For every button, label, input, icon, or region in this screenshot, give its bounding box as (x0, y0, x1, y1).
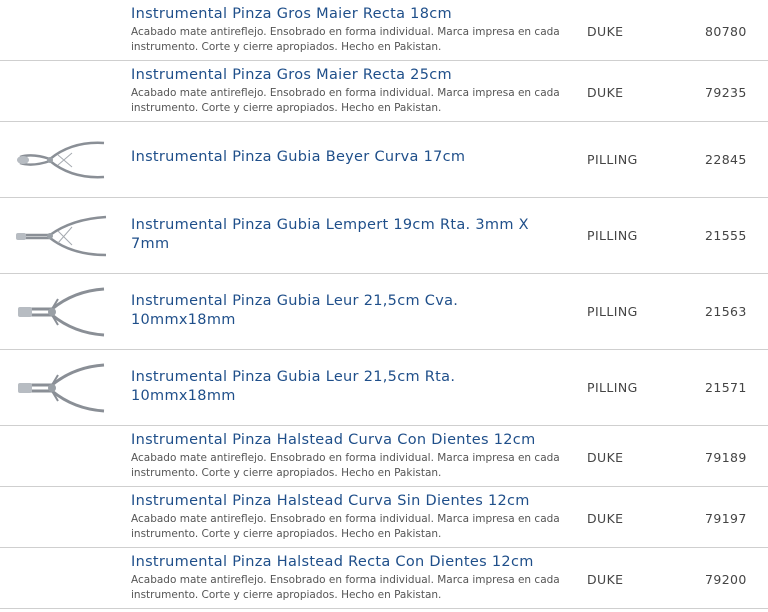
product-title-link[interactable]: Instrumental Pinza Gros Maier Recta 25cm (131, 67, 452, 83)
product-info (131, 431, 561, 481)
product-title-link[interactable]: Instrumental Pinza Halstead Curva Con Dientes 12cm (131, 432, 536, 448)
product-info (131, 368, 561, 406)
product-description: Acabado mate antireflejo. Ensobrado en forma individual. Marca impresa en cada instrumento. Corte y cierre apropiados. Hecho en Pakistan. (131, 513, 560, 540)
product-info (131, 148, 561, 167)
product-brand: DUKE (587, 450, 624, 465)
rongeur-curved-image[interactable] (10, 128, 110, 190)
product-code: 80780 (705, 24, 747, 39)
product-row[interactable] (0, 548, 768, 609)
product-row[interactable] (0, 61, 768, 122)
product-code: 21571 (705, 380, 747, 395)
product-row[interactable] (0, 274, 768, 350)
product-info (131, 553, 561, 603)
product-code: 22845 (705, 152, 747, 167)
product-title-link[interactable]: Instrumental Pinza Halstead Curva Sin Dientes 12cm (131, 493, 530, 509)
product-brand: PILLING (587, 228, 638, 243)
product-info (131, 292, 561, 330)
product-brand: DUKE (587, 572, 624, 587)
product-row[interactable] (0, 122, 768, 198)
product-description: Acabado mate antireflejo. Ensobrado en forma individual. Marca impresa en cada instrumento. Corte y cierre apropiados. Hecho en Pakistan. (131, 87, 560, 114)
product-brand: DUKE (587, 511, 624, 526)
product-info (131, 216, 561, 254)
product-info (131, 5, 561, 55)
product-title-link[interactable]: Instrumental Pinza Gubia Leur 21,5cm Rta. 10mmx18mm (131, 369, 456, 404)
product-description: Acabado mate antireflejo. Ensobrado en forma individual. Marca impresa en cada instrumento. Corte y cierre apropiados. Hecho en Pakistan. (131, 26, 560, 53)
product-title-link[interactable]: Instrumental Pinza Gubia Leur 21,5cm Cva. 10mmx18mm (131, 293, 459, 328)
product-row[interactable] (0, 350, 768, 426)
product-info (131, 66, 561, 116)
product-row[interactable] (0, 487, 768, 548)
product-brand: PILLING (587, 380, 638, 395)
product-brand: PILLING (587, 304, 638, 319)
rongeur-heavy-image[interactable] (10, 356, 110, 418)
product-title-link[interactable]: Instrumental Pinza Gubia Lempert 19cm Rta. 3mm X 7mm (131, 217, 529, 252)
product-brand: DUKE (587, 85, 624, 100)
product-row[interactable] (0, 198, 768, 274)
product-info (131, 492, 561, 542)
product-code: 21563 (705, 304, 747, 319)
product-title-link[interactable]: Instrumental Pinza Halstead Recta Con Dientes 12cm (131, 554, 534, 570)
product-description: Acabado mate antireflejo. Ensobrado en forma individual. Marca impresa en cada instrumento. Corte y cierre apropiados. Hecho en Pakistan. (131, 574, 560, 601)
product-brand: DUKE (587, 24, 624, 39)
product-title-link[interactable]: Instrumental Pinza Gros Maier Recta 18cm (131, 6, 452, 22)
product-description: Acabado mate antireflejo. Ensobrado en forma individual. Marca impresa en cada instrumento. Corte y cierre apropiados. Hecho en Pakistan. (131, 452, 560, 479)
rongeur-icon (12, 205, 108, 265)
rongeur-heavy-image[interactable] (10, 280, 110, 342)
product-row[interactable] (0, 426, 768, 487)
product-code: 21555 (705, 228, 747, 243)
rongeur-icon (12, 129, 108, 189)
product-code: 79189 (705, 450, 747, 465)
rongeur-straight-image[interactable] (10, 204, 110, 266)
product-code: 79235 (705, 85, 747, 100)
product-code: 79197 (705, 511, 747, 526)
product-code: 79200 (705, 572, 747, 587)
product-row[interactable] (0, 0, 768, 61)
rongeur-icon (12, 281, 108, 341)
product-title-link[interactable]: Instrumental Pinza Gubia Beyer Curva 17cm (131, 149, 466, 165)
product-brand: PILLING (587, 152, 638, 167)
rongeur-icon (12, 357, 108, 417)
